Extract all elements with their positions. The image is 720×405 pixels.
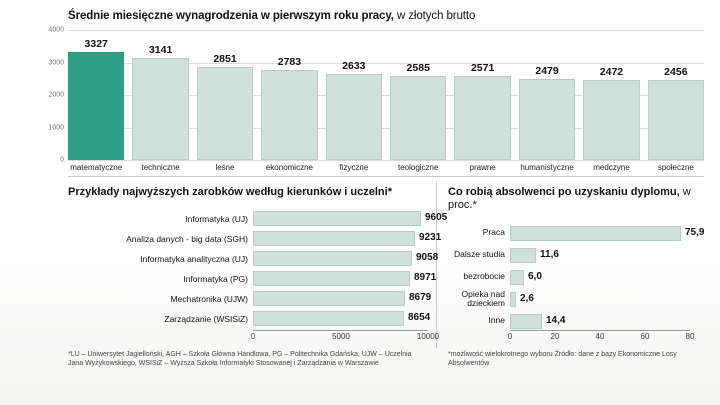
bar-value-label: 6,0	[528, 270, 542, 282]
bar	[648, 80, 704, 160]
bottom-left-title: Przykłady najwyższych zarobków według kierunków i uczelni*	[68, 186, 392, 198]
bar-value-label: 3327	[84, 38, 108, 50]
bar-value-label: 8654	[408, 312, 431, 323]
top-chart-y-axis	[38, 26, 64, 164]
bar	[253, 291, 405, 306]
bar-row	[68, 230, 442, 247]
bar	[253, 231, 415, 246]
graduate-activity-chart	[448, 222, 705, 332]
bar-group	[326, 30, 382, 172]
x-tick-label: 10000	[416, 332, 440, 341]
bar-category-label: Inne	[488, 315, 505, 326]
bar-value-label: 2585	[406, 62, 430, 74]
bar-value-label: 2633	[342, 60, 366, 72]
bar-track	[510, 226, 705, 241]
top-chart-bars	[68, 30, 704, 172]
bar-value-label: 9605	[425, 212, 448, 223]
y-tick-label: 4000	[48, 26, 64, 34]
bar-value-label: 2472	[599, 66, 624, 78]
bar	[510, 292, 516, 307]
bar-track	[253, 231, 442, 246]
bar	[510, 314, 542, 329]
bar-category-label: Praca	[482, 227, 505, 238]
x-tick-label: 5000	[332, 332, 350, 341]
bar-group	[648, 30, 704, 172]
y-tick-label: 1000	[48, 124, 64, 131]
x-tick-label: 40	[595, 332, 605, 341]
bottom-right-title-bold: Co robią absolwenci po uzyskaniu dyplomu,	[448, 186, 680, 198]
bar-category-label: matematyczne	[70, 163, 123, 172]
bar-category-label: Informatyka (PG)	[183, 273, 248, 284]
bar-category-label: prawne	[469, 163, 496, 172]
top-chart-title	[68, 10, 475, 22]
bottom-left-footnote: *LU – Uniwersytet Jagielloński, AGH – Szkoła Główna Handlowa, PG – Politechnika Gdańska, UJW – Uczelnia Jana Wyżykowskiego, WSISiZ – Wyższa Szkoła Informatyki Stosowanej i Zarządzania w Warszawie	[68, 351, 412, 368]
bar-value-label: 9058	[416, 252, 439, 263]
x-tick-label: 0	[250, 332, 256, 341]
bar-value-label: 2571	[470, 62, 495, 74]
bottom-right-footnote: *możliwość wielokrotnego wyboru Źródło: dane z bazy Ekonomiczne Losy Absolwentów	[448, 351, 677, 368]
bar-category-label: bezrobocie	[463, 271, 505, 282]
bar	[510, 248, 536, 263]
bar-category-label: humanistyczne	[520, 163, 574, 172]
bar-row	[68, 290, 432, 307]
bar	[253, 271, 410, 286]
bar-row	[448, 244, 698, 266]
x-tick-label: 80	[685, 332, 695, 341]
bar-value-label: 14,4	[546, 314, 566, 326]
bar-track	[510, 270, 698, 285]
top-chart-title-light: w złotych brutto	[393, 10, 476, 22]
bar-group	[454, 30, 510, 172]
bottom-right-title	[448, 186, 698, 212]
bar-category-label: techniczne	[141, 163, 180, 172]
bar	[253, 311, 404, 326]
bar-category-label: leśne	[215, 163, 235, 172]
bar	[390, 76, 446, 160]
bar-group	[68, 30, 124, 172]
bar-value-label: 11,6	[540, 248, 559, 260]
bar	[519, 79, 575, 160]
top-chart-title-bold: Średnie miesięczne wynagrodzenia w pierwszym roku pracy,	[68, 10, 394, 22]
bar-value-label: 8679	[409, 292, 432, 303]
section-divider-horizontal	[68, 176, 704, 177]
bar-category-label: medczyne	[593, 163, 630, 172]
bar	[454, 76, 510, 160]
bar-category-label: ekonomiczne	[265, 163, 313, 172]
bar-row	[68, 270, 437, 287]
bar-category-label: Opieka nad dzieckiem	[461, 288, 505, 308]
bottom-right-title-light: w proc.*	[448, 186, 691, 212]
bar-track	[510, 248, 698, 263]
bar-row	[68, 210, 448, 227]
bar-value-label: 75,9	[685, 226, 705, 238]
bar-category-label: Zarządzanie (WSISiZ)	[164, 313, 248, 324]
bar	[583, 80, 639, 160]
section-divider-vertical	[436, 182, 437, 348]
bar-row	[448, 288, 698, 310]
bar-value-label: 2,6	[520, 292, 534, 304]
bar-value-label: 8971	[414, 272, 437, 283]
bar-group	[197, 30, 253, 172]
bar-category-label: Analiza danych - big data (SGH)	[126, 233, 248, 244]
bar-category-label: fizyczne	[339, 163, 369, 172]
bar-group	[261, 30, 317, 172]
bar-category-label: Dalsze studia	[453, 249, 505, 260]
bar-track	[253, 211, 448, 226]
bar	[68, 52, 124, 160]
bar-track	[253, 311, 431, 326]
bar-group	[390, 30, 446, 172]
bottom-right-x-axis	[507, 332, 695, 342]
bar	[510, 226, 681, 241]
bar-category-label: Mechatronika (UJW)	[170, 293, 248, 304]
bar-value-label: 2456	[664, 66, 688, 78]
bar-group	[519, 30, 575, 172]
bar-row	[68, 310, 431, 327]
bar-track	[510, 314, 698, 329]
bar-group	[132, 30, 188, 172]
bottom-left-x-axis	[250, 332, 440, 342]
bar-track	[510, 292, 698, 307]
y-tick-label: 2000	[48, 91, 64, 99]
bar-category-label: Informatyka analityczna (UJ)	[140, 253, 248, 264]
bar-category-label: teologiczne	[397, 163, 439, 172]
bar-value-label: 3141	[148, 44, 173, 56]
y-tick-label: 0	[60, 156, 64, 164]
bar-row	[68, 250, 439, 267]
bar	[326, 74, 382, 160]
bottom-right-x-axis-line	[510, 330, 690, 331]
bar-row	[448, 310, 698, 332]
bar-row	[448, 222, 705, 244]
bar	[253, 211, 421, 226]
bar-group	[583, 30, 639, 172]
bar	[253, 251, 412, 266]
bar	[197, 67, 253, 160]
x-tick-label: 0	[507, 332, 513, 341]
y-tick-label: 3000	[48, 59, 64, 66]
bar-track	[253, 251, 439, 266]
bar-value-label: 9231	[419, 232, 442, 243]
bar-track	[253, 291, 432, 306]
bar	[132, 58, 188, 160]
bar-category-label: społeczne	[657, 163, 694, 172]
bar-value-label: 2851	[213, 53, 237, 65]
x-tick-label: 20	[550, 332, 560, 341]
bar-value-label: 2783	[277, 56, 302, 68]
bar-value-label: 2479	[535, 65, 559, 77]
x-tick-label: 60	[640, 332, 650, 341]
bar-row	[448, 266, 698, 288]
bar	[261, 70, 317, 160]
bottom-left-x-axis-line	[253, 330, 428, 331]
bar-track	[253, 271, 437, 286]
bar	[510, 270, 524, 285]
bar-category-label: Informatyka (UJ)	[185, 213, 248, 224]
gridline	[68, 160, 704, 161]
